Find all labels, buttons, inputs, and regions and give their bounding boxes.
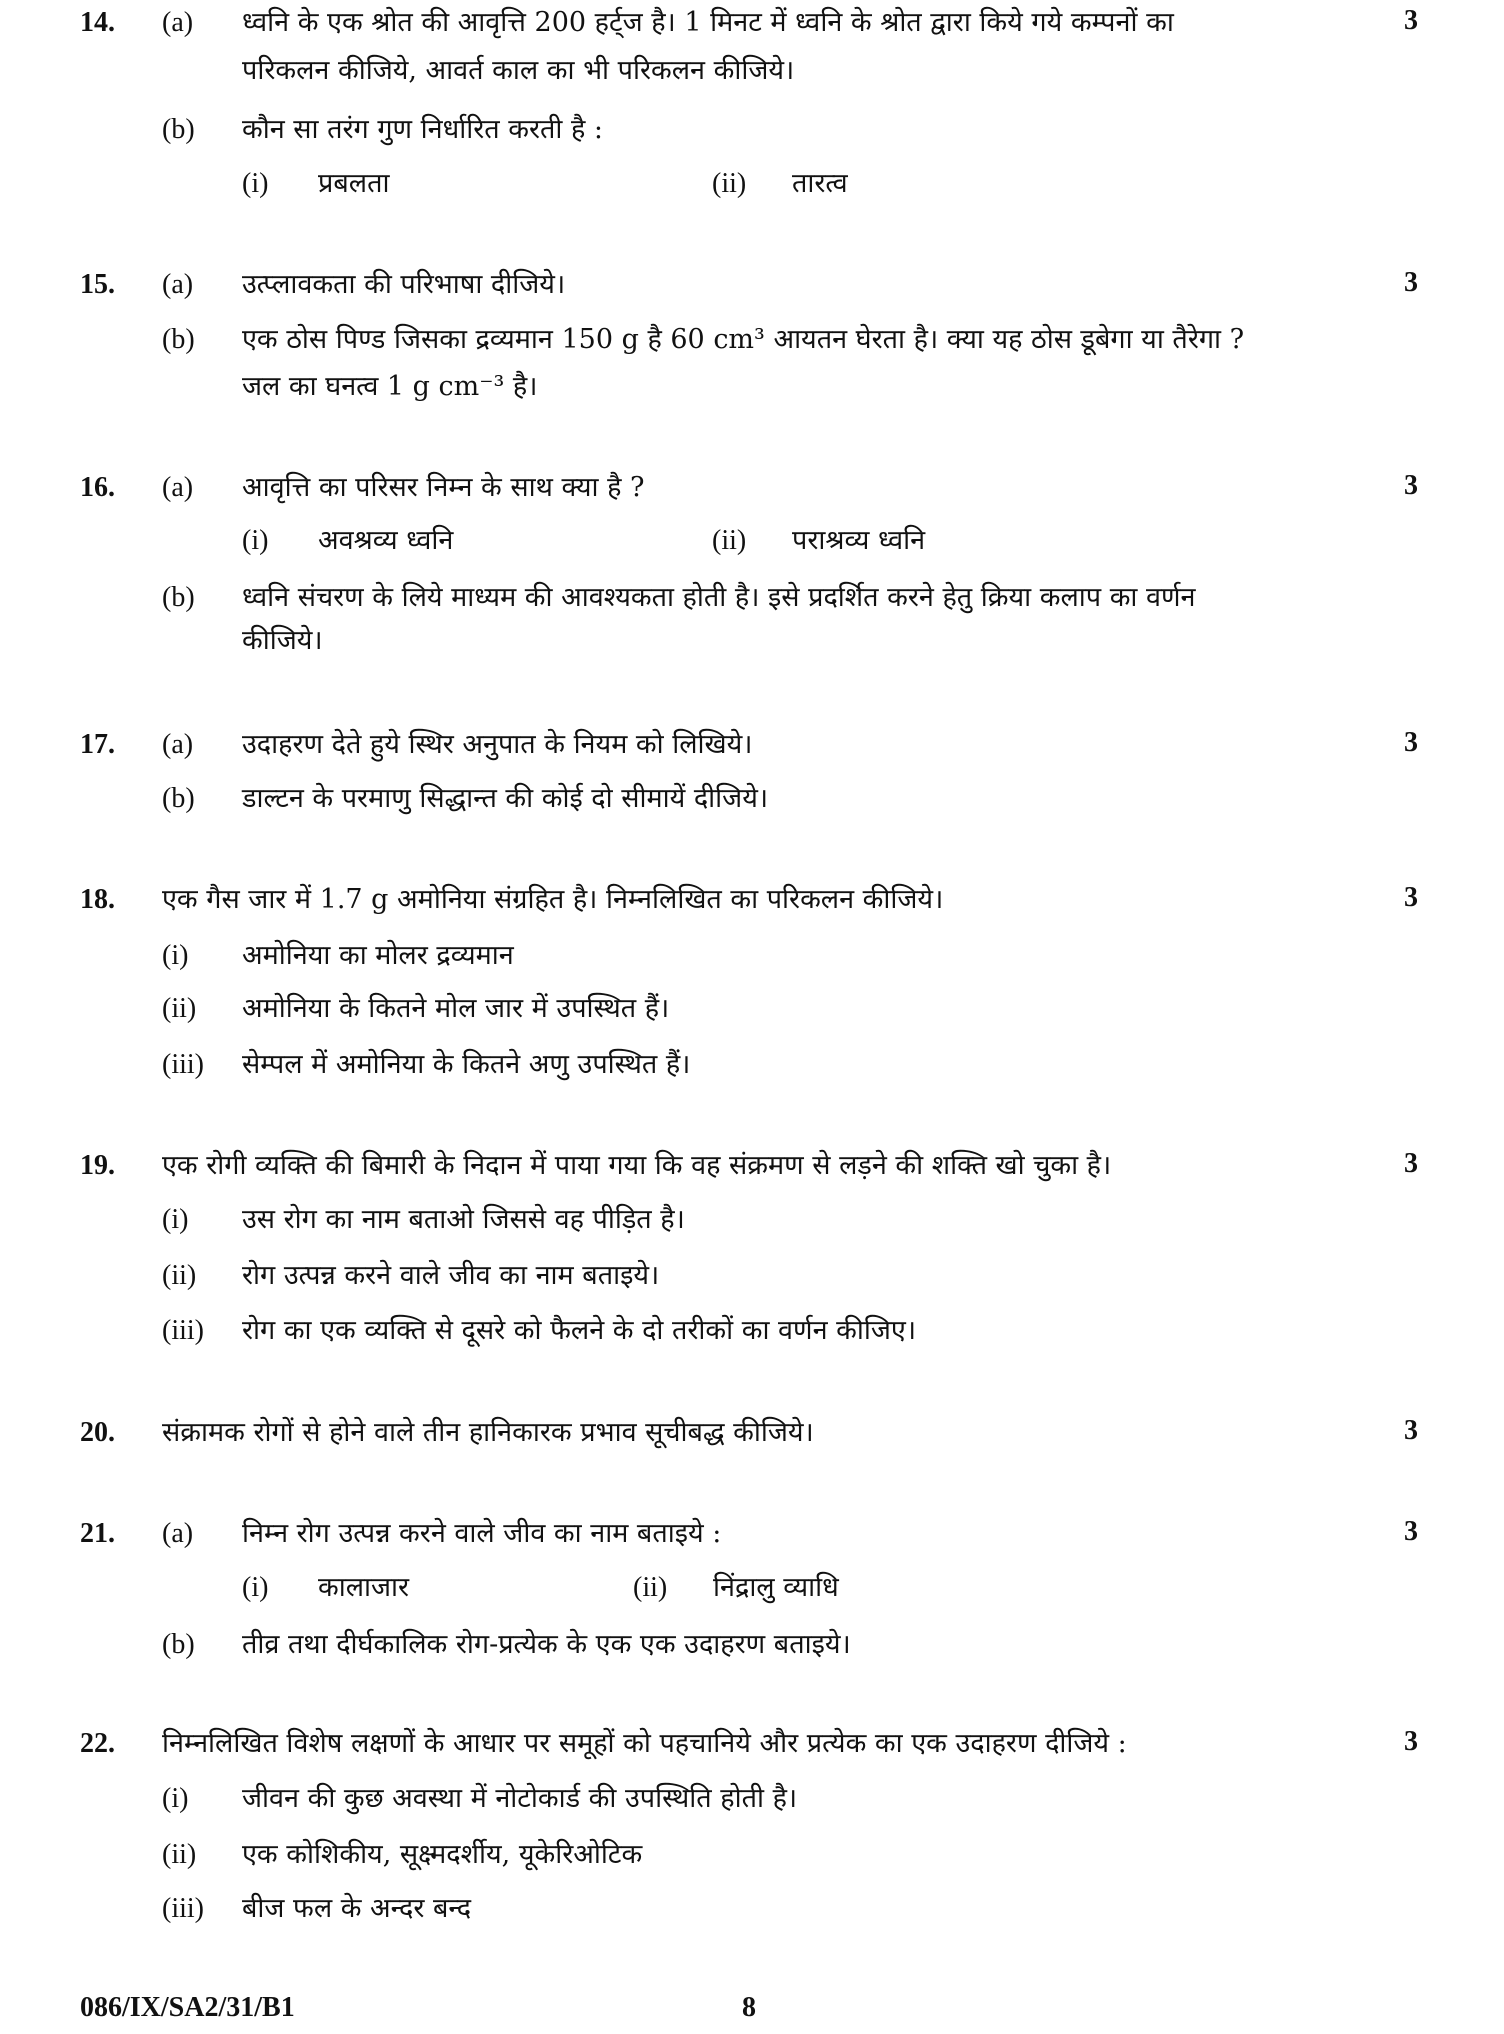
marks: 3 [1404, 1726, 1418, 1757]
question-text: कीजिये। [242, 625, 323, 656]
sub-label: (i) [242, 168, 269, 199]
part-label: (a) [162, 7, 194, 38]
option-text: कालाजार [318, 1572, 410, 1603]
question-text: ध्वनि संचरण के लिये माध्यम की आवश्यकता होती है। इसे प्रदर्शित करने हेतु क्रिया कलाप का वर्णन [242, 582, 1196, 613]
part-label: (b) [162, 324, 195, 355]
sub-label: (ii) [162, 993, 197, 1024]
question-text: एक रोगी व्यक्ति की बिमारी के निदान में पाया गया कि वह संक्रमण से लड़ने की शक्ति खो चुका है। [162, 1150, 1112, 1181]
part-label: (b) [162, 783, 195, 814]
sub-label: (iii) [162, 1893, 204, 1924]
sub-label: (i) [162, 940, 189, 971]
option-text: पराश्रव्य ध्वनि [792, 525, 926, 556]
question-number: 22. [80, 1728, 115, 1759]
question-text: जल का घनत्व 1 g cm⁻³ है। [242, 371, 538, 402]
part-label: (a) [162, 472, 194, 503]
paper-code: 086/IX/SA2/31/B1 [80, 1992, 295, 2023]
question-text: निम्न रोग उत्पन्न करने वाले जीव का नाम बताइये : [242, 1518, 722, 1549]
question-number: 15. [80, 269, 115, 300]
question-number: 17. [80, 729, 115, 760]
marks: 3 [1404, 470, 1418, 501]
part-label: (a) [162, 729, 194, 760]
question-number: 14. [80, 7, 115, 38]
question-number: 19. [80, 1150, 115, 1181]
question-number: 20. [80, 1417, 115, 1448]
question-text: आवृत्ति का परिसर निम्न के साथ क्या है ? [242, 472, 645, 503]
sub-label: (iii) [162, 1315, 204, 1346]
part-label: (b) [162, 114, 195, 145]
question-text: एक ठोस पिण्ड जिसका द्रव्यमान 150 g है 60 cm³ आयतन घेरता है। क्या यह ठोस डूबेगा या तैरेगा ? [242, 324, 1245, 355]
question-number: 21. [80, 1518, 115, 1549]
sub-label: (iii) [162, 1049, 204, 1080]
part-label: (a) [162, 269, 194, 300]
part-label: (a) [162, 1518, 194, 1549]
question-number: 16. [80, 472, 115, 503]
marks: 3 [1404, 5, 1418, 36]
option-text: निंद्रालु व्याधि [713, 1572, 839, 1603]
marks: 3 [1404, 727, 1418, 758]
question-number: 18. [80, 884, 115, 915]
option-text: तारत्व [792, 168, 848, 199]
marks: 3 [1404, 267, 1418, 298]
option-text: अवश्रव्य ध्वनि [318, 525, 454, 556]
marks: 3 [1404, 882, 1418, 913]
sub-text: रोग उत्पन्न करने वाले जीव का नाम बताइये। [242, 1260, 660, 1291]
sub-label: (i) [162, 1783, 189, 1814]
sub-text: सेम्पल में अमोनिया के कितने अणु उपस्थित हैं। [242, 1049, 691, 1080]
sub-label: (i) [242, 525, 269, 556]
marks: 3 [1404, 1516, 1418, 1547]
question-text: उदाहरण देते हुये स्थिर अनुपात के नियम को लिखिये। [242, 729, 753, 760]
sub-text: अमोनिया का मोलर द्रव्यमान [242, 940, 514, 971]
part-label: (b) [162, 582, 195, 613]
question-text: कौन सा तरंग गुण निर्धारित करती है : [242, 114, 603, 145]
sub-label: (ii) [633, 1572, 668, 1603]
sub-text: उस रोग का नाम बताओ जिससे वह पीड़ित है। [242, 1204, 685, 1235]
sub-text: बीज फल के अन्दर बन्द [242, 1893, 472, 1924]
part-label: (b) [162, 1629, 195, 1660]
sub-label: (ii) [712, 168, 747, 199]
question-text: निम्नलिखित विशेष लक्षणों के आधार पर समूहों को पहचानिये और प्रत्येक का एक उदाहरण दीजिये : [162, 1728, 1127, 1759]
page-number: 8 [742, 1992, 756, 2023]
question-text: परिकलन कीजिये, आवर्त काल का भी परिकलन कीजिये। [242, 55, 795, 86]
sub-label: (ii) [162, 1839, 197, 1870]
sub-text: रोग का एक व्यक्ति से दूसरे को फैलने के दो तरीकों का वर्णन कीजिए। [242, 1315, 917, 1346]
sub-label: (ii) [162, 1260, 197, 1291]
sub-text: जीवन की कुछ अवस्था में नोटोकार्ड की उपस्थिति होती है। [242, 1783, 798, 1814]
option-text: प्रबलता [318, 168, 390, 199]
marks: 3 [1404, 1415, 1418, 1446]
question-text: एक गैस जार में 1.7 g अमोनिया संग्रहित है। निम्नलिखित का परिकलन कीजिये। [162, 884, 944, 915]
question-text: तीव्र तथा दीर्घकालिक रोग-प्रत्येक के एक एक उदाहरण बताइये। [242, 1629, 851, 1660]
sub-label: (ii) [712, 525, 747, 556]
sub-text: एक कोशिकीय, सूक्ष्मदर्शीय, यूकेरिओटिक [242, 1839, 643, 1870]
question-text: संक्रामक रोगों से होने वाले तीन हानिकारक प्रभाव सूचीबद्ध कीजिये। [162, 1417, 814, 1448]
question-text: उत्प्लावकता की परिभाषा दीजिये। [242, 269, 566, 300]
marks: 3 [1404, 1148, 1418, 1179]
question-text: ध्वनि के एक श्रोत की आवृत्ति 200 हर्ट्ज है। 1 मिनट में ध्वनि के श्रोत द्वारा किये गये कम्पनों का [242, 7, 1174, 38]
sub-label: (i) [162, 1204, 189, 1235]
sub-label: (i) [242, 1572, 269, 1603]
question-text: डाल्टन के परमाणु सिद्धान्त की कोई दो सीमायें दीजिये। [242, 783, 769, 814]
sub-text: अमोनिया के कितने मोल जार में उपस्थित हैं। [242, 993, 670, 1024]
